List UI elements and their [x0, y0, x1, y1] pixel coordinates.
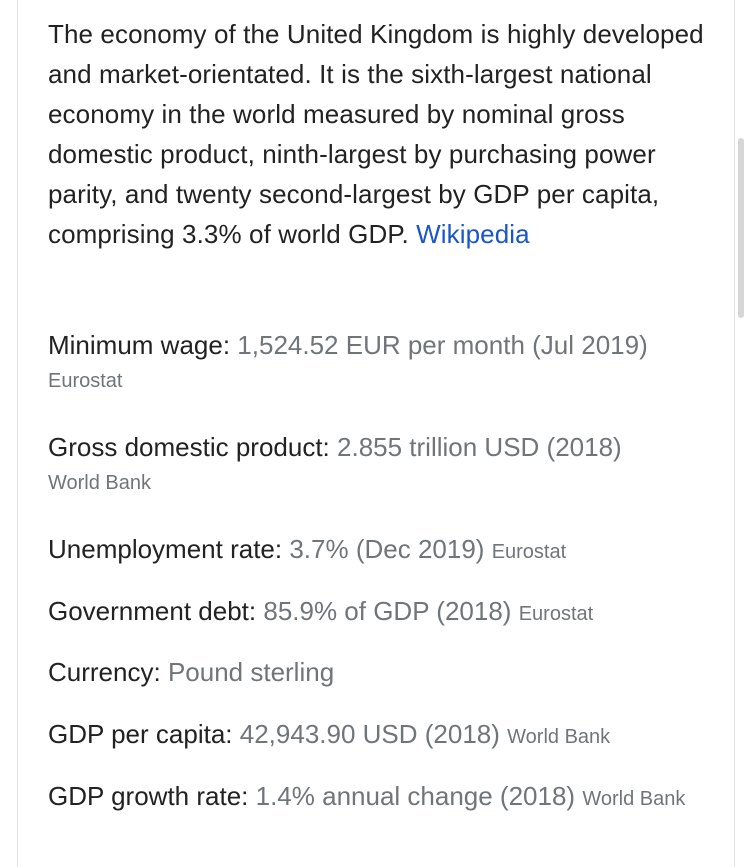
scrollbar[interactable]	[738, 138, 744, 318]
fact-value: 2.855 trillion USD (2018)	[337, 432, 622, 462]
fact-label[interactable]: GDP growth rate:	[48, 781, 249, 811]
fact-source[interactable]: World Bank	[507, 726, 611, 748]
fact-source[interactable]: World Bank	[48, 472, 152, 494]
fact-government-debt	[48, 590, 728, 635]
fact-value: 42,943.90 USD (2018)	[239, 719, 500, 749]
fact-source[interactable]: World Bank	[582, 788, 686, 810]
fact-gdp-per-capita	[48, 713, 728, 758]
fact-label[interactable]: GDP per capita:	[48, 719, 233, 749]
fact-source[interactable]: Eurostat	[518, 603, 594, 625]
fact-label[interactable]: Minimum wage:	[48, 330, 231, 360]
fact-gdp-growth-rate	[48, 775, 728, 820]
description-text: The economy of the United Kingdom is highly developed and market-orientated. It is the sixth-largest national economy in the world measured by nominal gross domestic product, ninth-largest by purchasing power parity, and twenty second-largest by GDP per capita, comprising 3.3% of world GDP.	[48, 19, 704, 249]
fact-value: Pound sterling	[167, 657, 335, 687]
fact-value: 1,524.52 EUR per month (Jul 2019)	[237, 330, 648, 360]
fact-gdp	[48, 426, 728, 498]
fact-value: 3.7% (Dec 2019)	[289, 534, 485, 564]
fact-label[interactable]: Currency:	[48, 657, 161, 687]
fact-label[interactable]: Unemployment rate:	[48, 534, 283, 564]
fact-label[interactable]: Government debt:	[48, 596, 257, 626]
economy-description	[48, 14, 708, 254]
fact-label[interactable]: Gross domestic product:	[48, 432, 330, 462]
fact-minimum-wage	[48, 324, 728, 396]
fact-value: 1.4% annual change (2018)	[255, 781, 576, 811]
fact-source[interactable]: Eurostat	[491, 541, 567, 563]
fact-unemployment-rate	[48, 528, 728, 573]
fact-value: 85.9% of GDP (2018)	[263, 596, 512, 626]
wikipedia-link[interactable]: Wikipedia	[416, 219, 530, 249]
fact-source[interactable]: Eurostat	[48, 370, 123, 392]
fact-currency	[48, 651, 728, 693]
